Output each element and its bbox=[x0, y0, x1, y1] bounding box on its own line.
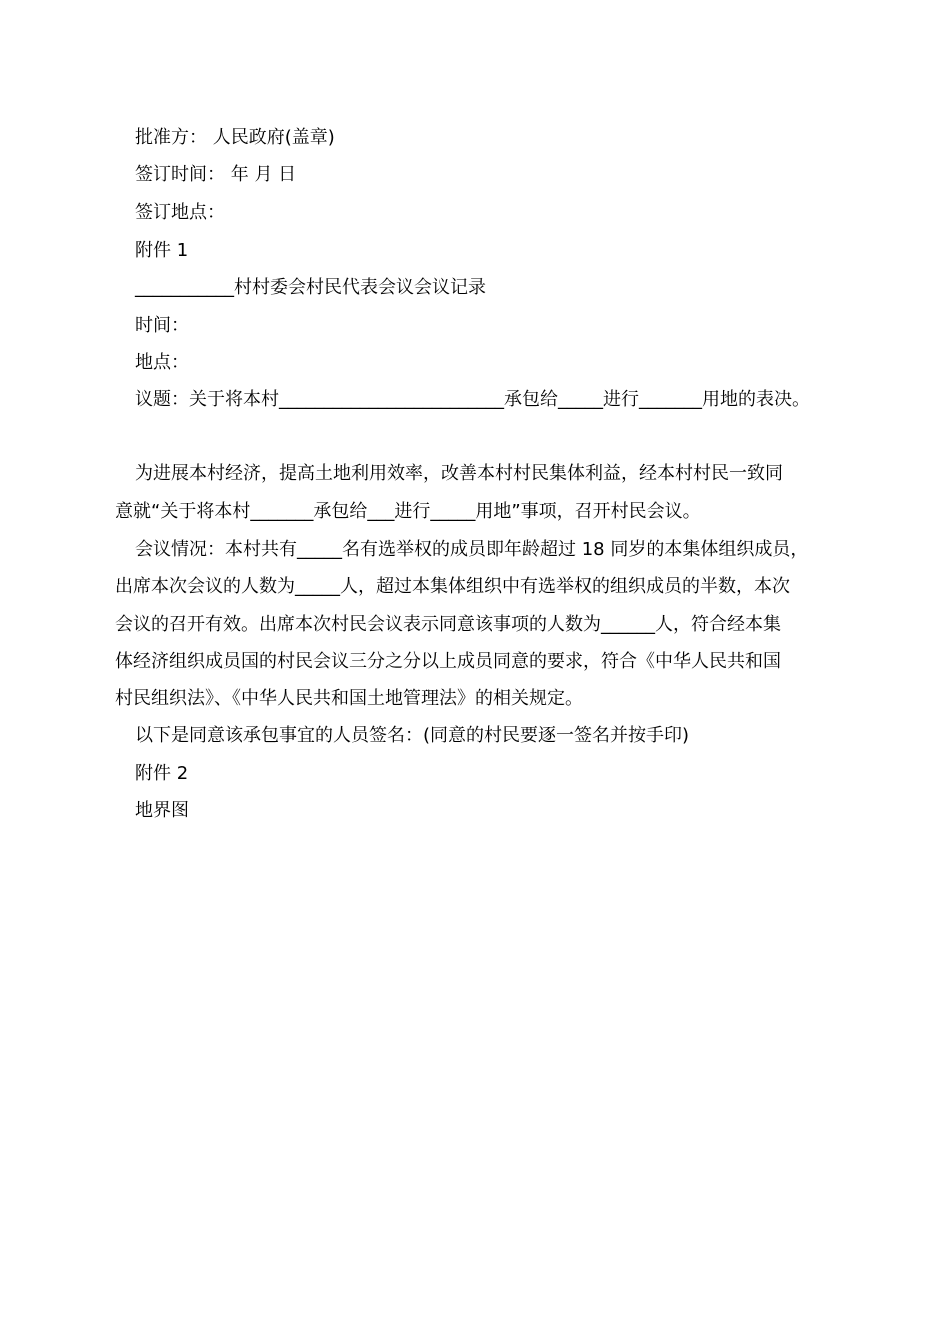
paragraph-2-line-1: 会议情况：本村共有_____名有选举权的成员即年龄超过 18 同岁的本集体组织成员， bbox=[135, 539, 809, 560]
boundary-map-title: 地界图 bbox=[135, 800, 189, 821]
paragraph-2-line-4: 体经济组织成员国的村民会议三分之分以上成员同意的要求，符合《中华人民共和国 bbox=[115, 651, 781, 672]
meeting-time-line: 时间： bbox=[135, 315, 189, 336]
attachment-1-label: 附件 1 bbox=[135, 240, 189, 261]
signature-instruction: 以下是同意该承包事宜的人员签名：(同意的村民要逐一签名并按手印) bbox=[135, 725, 690, 746]
meeting-place-line: 地点： bbox=[135, 352, 189, 373]
attachment-2-label: 附件 2 bbox=[135, 763, 189, 784]
paragraph-2-line-5: 村民组织法》、《中华人民共和国土地管理法》的相关规定。 bbox=[115, 688, 583, 709]
meeting-topic-line: 议题：关于将本村_________________________承包给_____进行_______用地的表决。 bbox=[135, 389, 810, 410]
approver-line: 批准方： 人民政府(盖章) bbox=[135, 127, 335, 148]
paragraph-2-line-3: 会议的召开有效。出席本次村民会议表示同意该事项的人数为______人，符合经本集 bbox=[115, 614, 781, 635]
paragraph-2-line-2: 出席本次会议的人数为_____人，超过本集体组织中有选举权的组织成员的半数，本次 bbox=[115, 576, 790, 597]
paragraph-1-line-2: 意就“关于将本村_______承包给___进行_____用地”事项，召开村民会议。 bbox=[115, 501, 701, 522]
signing-time-line: 签订时间： 年 月 日 bbox=[135, 164, 297, 185]
signing-place-line: 签订地点： bbox=[135, 202, 225, 223]
paragraph-1-line-1: 为进展本村经济，提高土地利用效率，改善本村村民集体利益，经本村村民一致同 bbox=[135, 463, 783, 484]
meeting-record-title: ___________村村委会村民代表会议会议记录 bbox=[135, 277, 486, 298]
